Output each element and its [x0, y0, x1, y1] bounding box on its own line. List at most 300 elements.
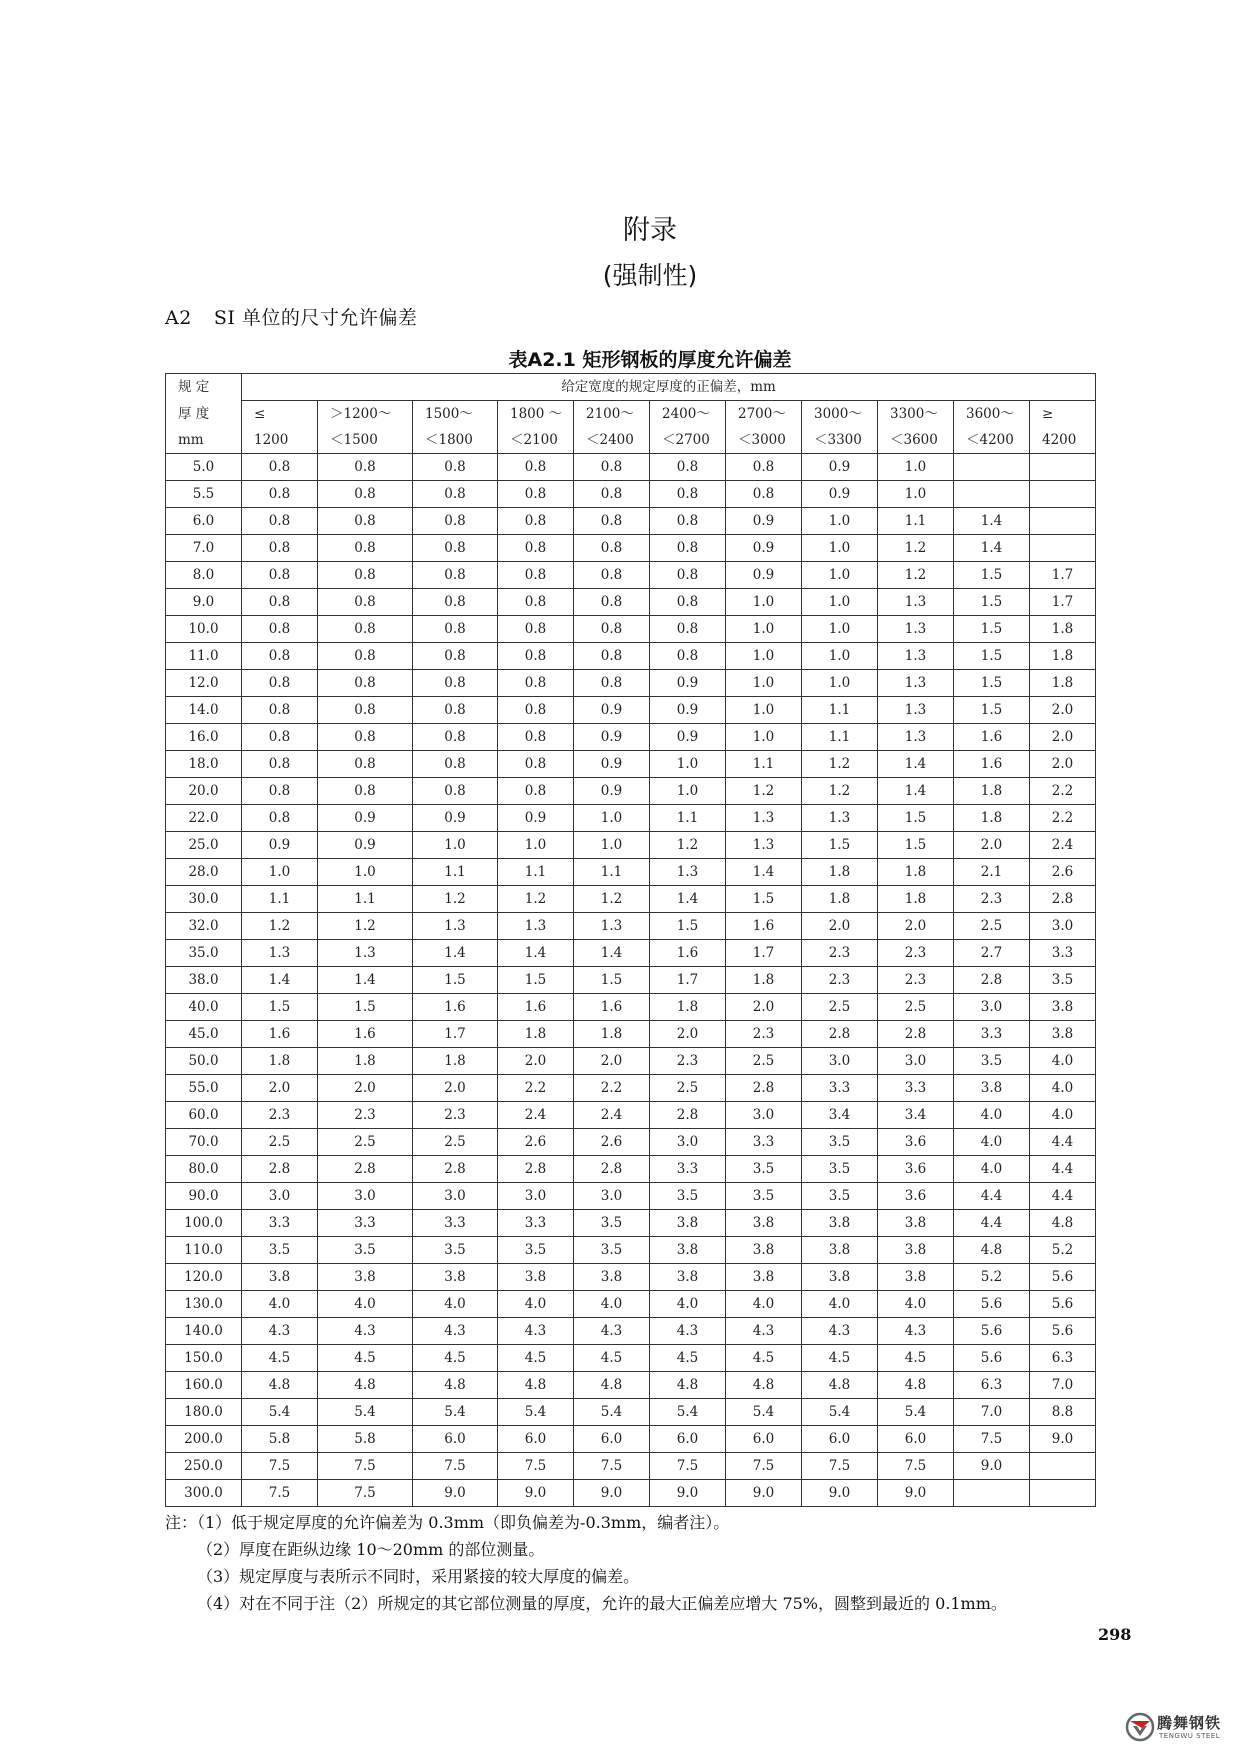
tolerance-cell: 2.4	[1030, 832, 1096, 859]
tolerance-cell: 1.3	[650, 859, 726, 886]
tolerance-cell: 9.0	[1030, 1426, 1096, 1453]
tolerance-cell: 0.8	[318, 508, 413, 535]
tolerance-cell: 0.8	[242, 508, 318, 535]
tolerance-cell: 1.2	[802, 751, 878, 778]
tolerance-cell: 2.3	[878, 967, 954, 994]
tolerance-cell: 0.8	[318, 751, 413, 778]
tolerance-cell: 1.6	[498, 994, 574, 1021]
appendix-subtitle: (强制性)	[602, 261, 698, 290]
note-item: 注：（1）低于规定厚度的允许偏差为 0.3mm（即负偏差为-0.3mm，编者注）。	[165, 1513, 730, 1532]
table-row	[166, 589, 1096, 616]
width-column-header-top: 3600～	[954, 401, 1030, 428]
thickness-tolerance-table	[165, 373, 1096, 1507]
tolerance-cell: 1.8	[802, 886, 878, 913]
tolerance-cell: 1.5	[954, 670, 1030, 697]
tolerance-cell: 6.0	[498, 1426, 574, 1453]
tolerance-cell: 4.4	[954, 1183, 1030, 1210]
tolerance-cell: 4.8	[413, 1372, 498, 1399]
tolerance-cell: 4.8	[878, 1372, 954, 1399]
table-row	[166, 562, 1096, 589]
thickness-cell: 45.0	[166, 1021, 242, 1048]
tolerance-cell: 3.5	[650, 1183, 726, 1210]
table-row	[166, 778, 1096, 805]
tolerance-cell: 0.8	[498, 724, 574, 751]
tolerance-cell: 0.9	[650, 724, 726, 751]
tolerance-cell: 2.8	[574, 1156, 650, 1183]
thickness-cell: 12.0	[166, 670, 242, 697]
tolerance-cell: 1.5	[726, 886, 802, 913]
tolerance-cell: 0.8	[726, 454, 802, 481]
tolerance-cell: 0.8	[242, 589, 318, 616]
table-row	[166, 1129, 1096, 1156]
table-notes	[165, 1509, 1007, 1617]
tolerance-cell: 1.3	[878, 616, 954, 643]
tolerance-cell: 0.8	[242, 481, 318, 508]
thickness-cell: 5.0	[166, 454, 242, 481]
tolerance-cell: 1.3	[498, 913, 574, 940]
tolerance-cell: 1.3	[726, 832, 802, 859]
tolerance-cell: 0.8	[498, 643, 574, 670]
tolerance-cell: 1.8	[726, 967, 802, 994]
tolerance-cell: 3.3	[726, 1129, 802, 1156]
tolerance-cell: 3.8	[954, 1075, 1030, 1102]
tolerance-cell: 2.8	[1030, 886, 1096, 913]
tolerance-cell: 4.5	[574, 1345, 650, 1372]
tolerance-cell: 6.0	[802, 1426, 878, 1453]
tolerance-cell: 0.9	[498, 805, 574, 832]
tolerance-cell: 5.4	[726, 1399, 802, 1426]
tolerance-cell: 4.0	[650, 1291, 726, 1318]
tolerance-cell: 1.6	[726, 913, 802, 940]
tolerance-cell: 0.9	[726, 562, 802, 589]
tolerance-cell: 5.6	[1030, 1291, 1096, 1318]
tolerance-cell: 3.3	[498, 1210, 574, 1237]
tolerance-cell: 5.8	[242, 1426, 318, 1453]
tolerance-cell: 2.0	[802, 913, 878, 940]
thickness-cell: 50.0	[166, 1048, 242, 1075]
tolerance-cell: 4.0	[954, 1156, 1030, 1183]
tolerance-cell: 3.3	[802, 1075, 878, 1102]
thickness-cell: 32.0	[166, 913, 242, 940]
tolerance-cell: 4.3	[318, 1318, 413, 1345]
tolerance-cell: 1.5	[802, 832, 878, 859]
tolerance-cell: 2.7	[954, 940, 1030, 967]
tolerance-cell: 0.8	[318, 643, 413, 670]
tolerance-cell: 1.5	[954, 589, 1030, 616]
tolerance-cell: 1.5	[954, 562, 1030, 589]
header-row-bottom	[166, 427, 1096, 454]
tolerance-cell: 1.8	[1030, 643, 1096, 670]
tolerance-cell: 4.0	[242, 1291, 318, 1318]
tolerance-cell: 0.8	[498, 697, 574, 724]
tolerance-cell: 1.4	[726, 859, 802, 886]
table-row	[166, 1372, 1096, 1399]
thickness-cell: 130.0	[166, 1291, 242, 1318]
tolerance-cell: 0.8	[413, 670, 498, 697]
tolerance-cell: 3.5	[574, 1210, 650, 1237]
tolerance-cell: 1.0	[726, 616, 802, 643]
tolerance-cell: 1.5	[878, 805, 954, 832]
tolerance-cell: 6.3	[1030, 1345, 1096, 1372]
tolerance-cell: 1.5	[318, 994, 413, 1021]
tolerance-cell: 3.3	[1030, 940, 1096, 967]
tolerance-cell	[1030, 535, 1096, 562]
tolerance-cell: 7.5	[242, 1453, 318, 1480]
tolerance-cell: 0.8	[650, 535, 726, 562]
table-row	[166, 1426, 1096, 1453]
tolerance-cell: 0.8	[413, 778, 498, 805]
width-column-header-bottom: ＜2400	[574, 427, 650, 454]
tolerance-cell: 6.0	[413, 1426, 498, 1453]
tolerance-cell: 1.3	[574, 913, 650, 940]
tolerance-cell: 1.4	[878, 778, 954, 805]
tolerance-cell: 0.9	[802, 481, 878, 508]
thickness-cell: 28.0	[166, 859, 242, 886]
table-row	[166, 1453, 1096, 1480]
tolerance-cell: 9.0	[650, 1480, 726, 1507]
tolerance-cell: 1.8	[650, 994, 726, 1021]
thickness-cell: 22.0	[166, 805, 242, 832]
tolerance-cell: 3.0	[802, 1048, 878, 1075]
tolerance-cell: 0.8	[498, 589, 574, 616]
tolerance-cell: 2.4	[498, 1102, 574, 1129]
tolerance-cell: 1.0	[802, 562, 878, 589]
tolerance-cell: 1.5	[413, 967, 498, 994]
width-column-header-top: 3000～	[802, 401, 878, 428]
tolerance-cell: 2.5	[413, 1129, 498, 1156]
tolerance-cell: 5.4	[574, 1399, 650, 1426]
tolerance-cell: 5.4	[242, 1399, 318, 1426]
tolerance-cell: 0.8	[650, 562, 726, 589]
tolerance-cell: 7.5	[574, 1453, 650, 1480]
tolerance-cell: 3.8	[574, 1264, 650, 1291]
tolerance-cell: 4.8	[574, 1372, 650, 1399]
tolerance-cell: 2.0	[413, 1075, 498, 1102]
table-row	[166, 1237, 1096, 1264]
tolerance-cell: 1.0	[650, 778, 726, 805]
width-column-header-bottom: ＜3600	[878, 427, 954, 454]
tolerance-cell: 0.9	[318, 805, 413, 832]
tolerance-cell: 3.8	[1030, 1021, 1096, 1048]
tolerance-cell: 2.3	[878, 940, 954, 967]
header-row-top	[166, 401, 1096, 428]
tolerance-cell: 1.0	[802, 535, 878, 562]
tolerance-cell: 9.0	[802, 1480, 878, 1507]
tolerance-cell: 1.2	[318, 913, 413, 940]
width-column-header-bottom: ＜1500	[318, 427, 413, 454]
tolerance-cell: 1.3	[878, 670, 954, 697]
tolerance-cell: 4.8	[726, 1372, 802, 1399]
tolerance-cell: 0.8	[242, 697, 318, 724]
tolerance-cell: 2.8	[413, 1156, 498, 1183]
tolerance-cell: 2.5	[726, 1048, 802, 1075]
header-row-group	[166, 374, 1096, 401]
tolerance-cell: 0.8	[498, 616, 574, 643]
tolerance-cell: 2.3	[802, 967, 878, 994]
tolerance-cell: 3.5	[954, 1048, 1030, 1075]
tolerance-cell: 2.3	[242, 1102, 318, 1129]
table-row	[166, 1345, 1096, 1372]
tolerance-cell: 2.5	[802, 994, 878, 1021]
tolerance-cell: 1.3	[802, 805, 878, 832]
tolerance-cell: 0.8	[498, 562, 574, 589]
tolerance-cell: 5.4	[413, 1399, 498, 1426]
tolerance-cell: 2.6	[574, 1129, 650, 1156]
tolerance-cell: 1.0	[726, 724, 802, 751]
table-row	[166, 724, 1096, 751]
tolerance-cell: 1.5	[498, 967, 574, 994]
tolerance-cell: 0.8	[318, 454, 413, 481]
tolerance-cell: 0.9	[574, 724, 650, 751]
tolerance-cell: 3.8	[802, 1237, 878, 1264]
table-row	[166, 643, 1096, 670]
tolerance-cell: 0.8	[498, 535, 574, 562]
tolerance-cell: 2.0	[1030, 724, 1096, 751]
tolerance-cell: 0.8	[574, 454, 650, 481]
width-column-header-bottom: ＜2100	[498, 427, 574, 454]
tolerance-cell: 2.0	[726, 994, 802, 1021]
tolerance-cell: 0.9	[574, 778, 650, 805]
tolerance-cell: 3.5	[318, 1237, 413, 1264]
tolerance-cell: 3.8	[413, 1264, 498, 1291]
table-row	[166, 481, 1096, 508]
tolerance-cell: 2.1	[954, 859, 1030, 886]
tolerance-cell: 4.8	[954, 1237, 1030, 1264]
tolerance-cell: 4.0	[954, 1102, 1030, 1129]
thickness-cell: 55.0	[166, 1075, 242, 1102]
tolerance-cell: 7.5	[726, 1453, 802, 1480]
tolerance-cell: 3.0	[650, 1129, 726, 1156]
thickness-cell: 10.0	[166, 616, 242, 643]
thickness-cell: 200.0	[166, 1426, 242, 1453]
tolerance-cell: 4.5	[318, 1345, 413, 1372]
tolerance-cell: 3.4	[878, 1102, 954, 1129]
tolerance-cell: 2.2	[1030, 805, 1096, 832]
table-row	[166, 1102, 1096, 1129]
tolerance-cell: 1.7	[413, 1021, 498, 1048]
tolerance-cell: 2.3	[726, 1021, 802, 1048]
tolerance-cell: 3.5	[802, 1129, 878, 1156]
tolerance-cell: 2.0	[954, 832, 1030, 859]
tolerance-cell: 1.0	[878, 454, 954, 481]
thickness-cell: 35.0	[166, 940, 242, 967]
tolerance-cell: 1.1	[878, 508, 954, 535]
tolerance-cell	[1030, 1480, 1096, 1507]
tolerance-cell: 1.4	[242, 967, 318, 994]
table-row	[166, 535, 1096, 562]
width-column-header-top: 1500～	[413, 401, 498, 428]
thickness-cell: 300.0	[166, 1480, 242, 1507]
tolerance-cell: 1.8	[1030, 670, 1096, 697]
tolerance-cell: 0.8	[650, 616, 726, 643]
tolerance-cell: 0.8	[413, 535, 498, 562]
tolerance-cell: 3.0	[954, 994, 1030, 1021]
tolerance-cell: 9.0	[954, 1453, 1030, 1480]
tolerance-cell: 0.8	[242, 643, 318, 670]
tolerance-cell: 2.8	[318, 1156, 413, 1183]
tolerance-cell: 2.4	[574, 1102, 650, 1129]
tolerance-cell: 3.6	[878, 1156, 954, 1183]
tolerance-cell: 0.8	[242, 616, 318, 643]
tolerance-cell: 1.0	[878, 481, 954, 508]
tolerance-cell: 1.0	[802, 508, 878, 535]
tolerance-cell: 9.0	[878, 1480, 954, 1507]
width-column-header-bottom: 4200	[1030, 427, 1096, 454]
tolerance-cell: 4.3	[650, 1318, 726, 1345]
width-column-header-top: 2700～	[726, 401, 802, 428]
table-row	[166, 751, 1096, 778]
tolerance-cell: 0.8	[498, 751, 574, 778]
tolerance-cell: 1.3	[726, 805, 802, 832]
tolerance-cell: 3.5	[498, 1237, 574, 1264]
width-column-header-top: ≤	[242, 401, 318, 428]
tolerance-cell: 1.0	[413, 832, 498, 859]
tolerance-cell: 6.0	[726, 1426, 802, 1453]
tolerance-cell: 6.0	[574, 1426, 650, 1453]
thickness-cell: 140.0	[166, 1318, 242, 1345]
tolerance-cell: 2.5	[242, 1129, 318, 1156]
width-column-header-top: 2400～	[650, 401, 726, 428]
tolerance-cell: 1.0	[802, 616, 878, 643]
thickness-cell: 25.0	[166, 832, 242, 859]
width-column-header-bottom: ＜2700	[650, 427, 726, 454]
tolerance-cell: 2.0	[878, 913, 954, 940]
tolerance-cell: 2.0	[1030, 751, 1096, 778]
tolerance-cell: 4.4	[1030, 1183, 1096, 1210]
tolerance-cell: 4.0	[413, 1291, 498, 1318]
table-row	[166, 940, 1096, 967]
tolerance-cell: 4.5	[802, 1345, 878, 1372]
tolerance-cell: 3.8	[726, 1237, 802, 1264]
tolerance-cell: 4.8	[650, 1372, 726, 1399]
tolerance-cell: 1.8	[413, 1048, 498, 1075]
tolerance-cell: 0.8	[318, 616, 413, 643]
table-row	[166, 859, 1096, 886]
tolerance-cell: 0.8	[574, 481, 650, 508]
tolerance-cell: 4.4	[1030, 1156, 1096, 1183]
tolerance-cell: 5.6	[954, 1345, 1030, 1372]
tolerance-cell: 4.5	[413, 1345, 498, 1372]
tolerance-cell: 0.8	[574, 616, 650, 643]
tolerance-cell: 0.8	[242, 670, 318, 697]
width-column-header-top: ＞1200～	[318, 401, 413, 428]
tolerance-cell: 3.0	[413, 1183, 498, 1210]
tolerance-cell: 3.8	[802, 1264, 878, 1291]
tolerance-cell: 1.8	[498, 1021, 574, 1048]
tolerance-cell: 0.8	[318, 481, 413, 508]
tolerance-cell: 3.3	[413, 1210, 498, 1237]
tolerance-cell: 2.5	[954, 913, 1030, 940]
thickness-cell: 180.0	[166, 1399, 242, 1426]
tolerance-cell: 2.8	[650, 1102, 726, 1129]
tolerance-cell: 3.8	[318, 1264, 413, 1291]
tolerance-cell: 4.4	[1030, 1129, 1096, 1156]
table-row	[166, 1480, 1096, 1507]
thickness-cell: 110.0	[166, 1237, 242, 1264]
tolerance-cell	[954, 454, 1030, 481]
thickness-cell: 38.0	[166, 967, 242, 994]
tolerance-cell: 1.1	[413, 859, 498, 886]
tolerance-cell: 5.6	[954, 1291, 1030, 1318]
tolerance-cell: 0.8	[242, 454, 318, 481]
tolerance-cell: 3.0	[1030, 913, 1096, 940]
tolerance-cell: 0.8	[242, 562, 318, 589]
tolerance-cell: 2.3	[650, 1048, 726, 1075]
tolerance-cell: 1.8	[878, 886, 954, 913]
tolerance-cell: 5.6	[1030, 1264, 1096, 1291]
tolerance-cell: 2.5	[318, 1129, 413, 1156]
tolerance-cell: 0.8	[318, 778, 413, 805]
tolerance-cell: 1.2	[242, 913, 318, 940]
tolerance-cell: 0.8	[413, 724, 498, 751]
tolerance-cell: 0.8	[318, 562, 413, 589]
tolerance-cell: 2.5	[878, 994, 954, 1021]
tolerance-cell: 1.4	[318, 967, 413, 994]
tolerance-cell: 3.0	[242, 1183, 318, 1210]
tolerance-cell: 1.5	[650, 913, 726, 940]
tolerance-cell: 0.8	[413, 643, 498, 670]
tolerance-cell: 2.3	[413, 1102, 498, 1129]
table-row	[166, 1291, 1096, 1318]
tolerance-cell: 3.8	[650, 1264, 726, 1291]
tolerance-cell: 5.4	[650, 1399, 726, 1426]
note-item: （2）厚度在距纵边缘 10～20mm 的部位测量。	[197, 1540, 545, 1559]
tolerance-cell: 3.3	[878, 1075, 954, 1102]
tolerance-cell: 1.8	[802, 859, 878, 886]
tolerance-cell: 2.2	[574, 1075, 650, 1102]
tolerance-cell: 4.3	[878, 1318, 954, 1345]
tolerance-cell: 3.5	[574, 1237, 650, 1264]
row-header-label: 规 定	[166, 374, 242, 401]
note-item: （4）对在不同于注（2）所规定的其它部位测量的厚度，允许的最大正偏差应增大 75%，圆整到最近的 0.1mm。	[197, 1594, 1007, 1613]
tolerance-cell: 4.0	[954, 1129, 1030, 1156]
tolerance-cell: 0.8	[242, 778, 318, 805]
tolerance-cell: 3.8	[878, 1264, 954, 1291]
tolerance-cell: 3.0	[498, 1183, 574, 1210]
tolerance-cell: 0.9	[574, 697, 650, 724]
table-row	[166, 1075, 1096, 1102]
tolerance-cell: 0.8	[242, 751, 318, 778]
tolerance-cell: 0.9	[802, 454, 878, 481]
tolerance-cell: 0.8	[413, 508, 498, 535]
tolerance-cell: 3.8	[242, 1264, 318, 1291]
tolerance-cell: 9.0	[498, 1480, 574, 1507]
tolerance-cell: 1.1	[498, 859, 574, 886]
tolerance-cell: 3.3	[242, 1210, 318, 1237]
tolerance-cell: 2.0	[498, 1048, 574, 1075]
tolerance-cell: 1.8	[318, 1048, 413, 1075]
width-column-header-top: 1800 ～	[498, 401, 574, 428]
tolerance-cell: 2.8	[242, 1156, 318, 1183]
tolerance-cell: 0.8	[413, 454, 498, 481]
tolerance-cell: 1.8	[954, 805, 1030, 832]
tolerance-cell: 1.2	[878, 562, 954, 589]
tolerance-cell: 3.0	[574, 1183, 650, 1210]
tolerance-cell: 0.8	[498, 508, 574, 535]
tolerance-cell: 1.4	[650, 886, 726, 913]
tolerance-cell: 1.0	[574, 805, 650, 832]
note-item: （3）规定厚度与表所示不同时，采用紧接的较大厚度的偏差。	[197, 1567, 640, 1586]
thickness-cell: 6.0	[166, 508, 242, 535]
tolerance-cell: 0.8	[574, 535, 650, 562]
thickness-cell: 40.0	[166, 994, 242, 1021]
thickness-cell: 80.0	[166, 1156, 242, 1183]
tolerance-cell: 7.5	[318, 1453, 413, 1480]
tolerance-cell: 4.0	[1030, 1048, 1096, 1075]
appendix-title: 附录	[623, 215, 677, 246]
tolerance-cell: 1.0	[726, 670, 802, 697]
tolerance-cell: 0.8	[650, 481, 726, 508]
